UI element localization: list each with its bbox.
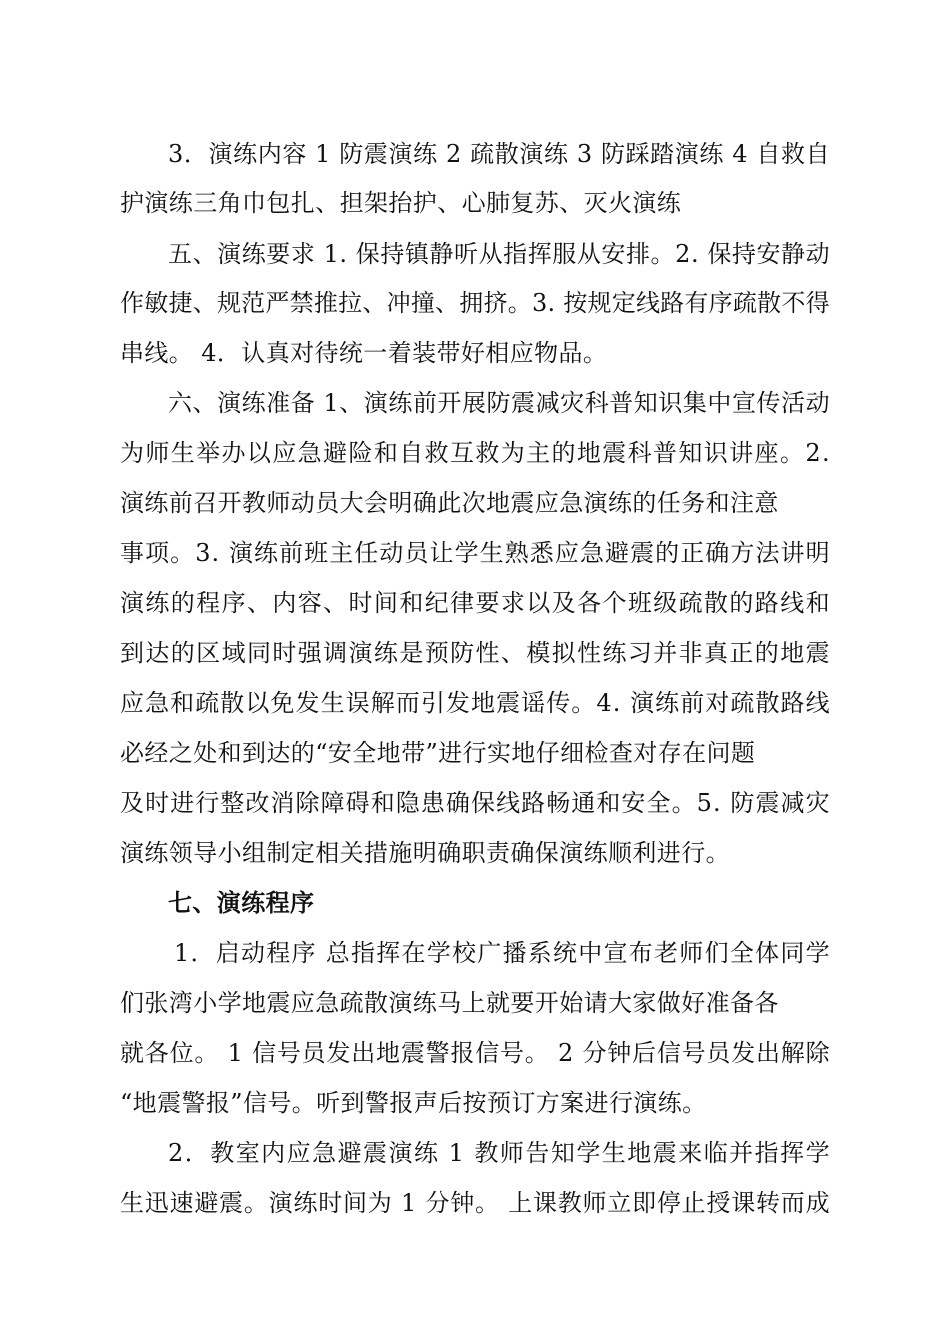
paragraph-6-line-7: 应急和疏散以免发生误解而引发地震谣传。4. 演练前对疏散路线 — [120, 689, 831, 717]
text-line — [0, 686, 950, 720]
text-line — [0, 1186, 950, 1220]
paragraph-6-line-6: 到达的区域同时强调演练是预防性、模拟性练习并非真正的地震 — [120, 639, 831, 667]
step-1-line-4: “地震警报”信号。听到警报声后按预订方案进行演练。 — [120, 1089, 707, 1117]
paragraph-6-line-8: 必经之处和到达的“安全地带”进行实地仔细检查对存在问题 — [120, 739, 756, 767]
text-line — [0, 436, 950, 470]
paragraph-6-line-10: 演练领导小组制定相关措施明确职责确保演练顺利进行。 — [120, 839, 730, 867]
text-line — [0, 186, 950, 220]
section-heading: 七、演练程序 — [168, 888, 315, 917]
step-1-line-3: 就各位。 1 信号员发出地震警报信号。 2 分钟后信号员发出解除 — [120, 1039, 831, 1067]
paragraph-5-line-1: 五、演练要求 1. 保持镇静听从指挥服从安排。2. 保持安静动 — [168, 240, 831, 268]
step-1-line-2: 们张湾小学地震应急疏散演练马上就要开始请大家做好准备各 — [120, 989, 779, 1017]
paragraph-5-line-2: 作敏捷、规范严禁推拉、冲撞、拥挤。3. 按规定线路有序疏散不得 — [120, 289, 830, 317]
text-line — [0, 586, 950, 620]
step-2-line-1: 2．教室内应急避震演练 1 教师告知学生地震来临并指挥学 — [168, 1139, 832, 1167]
step-1-line-1: 1．启动程序 总指挥在学校广播系统中宣布老师们全体同学 — [174, 939, 831, 967]
text-line — [0, 286, 950, 320]
text-line — [0, 786, 950, 820]
text-line — [0, 886, 950, 920]
step-2-line-2: 生迅速避震。演练时间为 1 分钟。 上课教师立即停止授课转而成 — [120, 1189, 831, 1217]
paragraph-3-line-2: 护演练三角巾包扎、担架抬护、心肺复苏、灭火演练 — [120, 189, 682, 217]
text-line — [0, 336, 950, 370]
text-line — [0, 536, 950, 570]
paragraph-5-line-3: 串线。 4．认真对待统一着装带好相应物品。 — [120, 339, 608, 367]
text-line — [0, 486, 950, 520]
paragraph-6-line-1: 六、演练准备 1、演练前开展防震减灾科普知识集中宣传活动 — [168, 389, 831, 417]
text-line — [0, 936, 950, 970]
paragraph-3-line-1: 3．演练内容 1 防震演练 2 疏散演练 3 防踩踏演练 4 自救自 — [168, 140, 831, 168]
paragraph-6-line-4: 事项。3. 演练前班主任动员让学生熟悉应急避震的正确方法讲明 — [120, 539, 831, 567]
text-line — [0, 836, 950, 870]
text-line — [0, 636, 950, 670]
paragraph-6-line-5: 演练的程序、内容、时间和纪律要求以及各个班级疏散的路线和 — [120, 589, 831, 617]
text-line — [0, 1086, 950, 1120]
text-line — [0, 137, 950, 171]
paragraph-6-line-3: 演练前召开教师动员大会明确此次地震应急演练的任务和注意 — [120, 489, 779, 517]
text-line — [0, 986, 950, 1020]
paragraph-6-line-2: 为师生举办以应急避险和自救互救为主的地震科普知识讲座。2. — [120, 439, 831, 467]
text-line — [0, 736, 950, 770]
text-line — [0, 1136, 950, 1170]
text-line — [0, 386, 950, 420]
paragraph-6-line-9: 及时进行整改消除障碍和隐患确保线路畅通和安全。5. 防震减灾 — [120, 789, 831, 817]
text-line — [0, 237, 950, 271]
text-line — [0, 1036, 950, 1070]
